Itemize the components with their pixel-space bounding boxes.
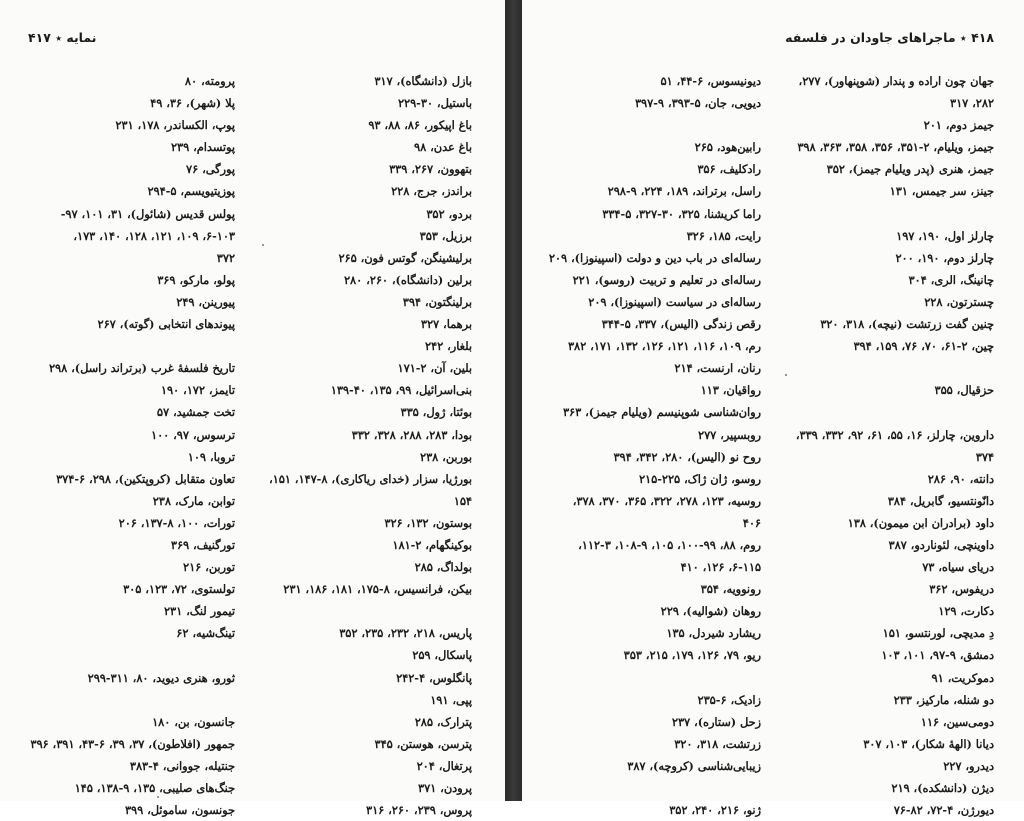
index-entry: برلینگتون، ۳۹۴ bbox=[402, 294, 472, 309]
index-entry: دیورژن، ۴-۷۲، ۸۲-۷۶ bbox=[893, 803, 994, 818]
index-entry: چارلز اول، ۱۹۰، ۱۹۷ bbox=[896, 228, 994, 243]
index-entry: ۳۷۴ bbox=[975, 449, 994, 464]
index-entry: رنان، ارنست، ۲۱۴ bbox=[674, 361, 761, 376]
index-entry: پیورینن، ۲۴۹ bbox=[176, 294, 235, 309]
index-spacer bbox=[754, 203, 994, 225]
index-entry: راسل، برتراند، ۱۸۹، ۲۲۴، ۹-۲۹۸ bbox=[607, 184, 761, 199]
index-entry: برلین (دانشگاه)، ۲۶۰، ۲۸۰ bbox=[343, 272, 472, 287]
index-entry: روح نو (الیس)، ۲۸۰، ۳۴۲، ۳۹۴ bbox=[613, 449, 761, 464]
index-entry: تیمور لنگ، ۲۳۱ bbox=[163, 604, 235, 619]
index-entry: راما کریشنا، ۳۲۵، ۳۰-۳۲۷، ۵-۳۳۴ bbox=[602, 206, 761, 221]
index-entry: رساله‌ای در تعلیم و تربیت (روسو)، ۲۲۱ bbox=[572, 272, 761, 287]
right-page bbox=[522, 0, 1024, 818]
index-entry: دیژن (دانشکده)، ۲۱۹ bbox=[891, 781, 994, 795]
scan-speck bbox=[785, 374, 787, 376]
index-entry: داود (برادران ابن میمون)، ۱۳۸ bbox=[847, 515, 994, 530]
index-entry: بورژیا، سزار (خدای ریاکاری)، ۸-۱۴۷، ۱۵۱، bbox=[269, 471, 472, 486]
index-entry: دموکریت، ۹۱ bbox=[931, 670, 994, 685]
index-entry: بوربن، ۲۳۸ bbox=[420, 449, 472, 464]
index-entry: روبسپیر، ۲۷۷ bbox=[698, 427, 761, 442]
scan-speck bbox=[262, 244, 264, 246]
index-entry: بولداگ، ۲۸۵ bbox=[414, 560, 472, 575]
index-entry: براندز، جرج، ۲۲۸ bbox=[391, 184, 472, 199]
index-entry: چارلز دوم، ۱۹۰، ۲۰۰ bbox=[895, 250, 994, 265]
index-entry: بیکن، فرانسیس، ۸-۱۷۵، ۱۸۱، ۱۸۶، ۲۳۱ bbox=[283, 582, 472, 597]
index-entry: رایت، ۱۸۵، ۳۲۶ bbox=[686, 228, 761, 243]
index-entry: جنتیله، جووانی، ۴-۳۸۳ bbox=[129, 758, 235, 773]
index-entry: جیمز، ویلیام، ۲-۳۵۱، ۳۵۶، ۳۵۸، ۳۶۳، ۳۹۸ bbox=[797, 140, 994, 155]
index-entry: جیمز، هنری (پدر ویلیام جیمز)، ۳۵۲ bbox=[826, 162, 994, 177]
index-entry: باغ عدن، ۹۸ bbox=[414, 140, 472, 155]
index-entry: باستیل، ۳۰-۲۲۹ bbox=[397, 96, 472, 111]
index-entry: ۱۵۴ bbox=[453, 493, 472, 508]
index-entry: دانته، ۹۰، ۲۸۶ bbox=[927, 471, 994, 486]
index-entry: بلغار، ۲۴۲ bbox=[424, 339, 472, 354]
index-spacer bbox=[754, 401, 994, 423]
index-entry: پاسکال، ۲۵۹ bbox=[412, 648, 472, 663]
index-entry: رم، ۱۰۹، ۱۱۶، ۱۲۱، ۱۲۶، ۱۳۲، ۱۷۱، ۳۸۲ bbox=[567, 339, 761, 354]
index-entry: ۴۰۶ bbox=[742, 515, 761, 530]
index-entry: توربن، ۲۱۶ bbox=[183, 560, 235, 575]
left-page-column-left bbox=[0, 70, 235, 821]
index-entry: دکارت، ۱۲۹ bbox=[938, 604, 994, 619]
index-entry: تینگ‌شیه، ۶۲ bbox=[176, 626, 235, 641]
index-entry: جونسون، ساموئل، ۳۹۹ bbox=[124, 803, 235, 818]
index-entry: تولستوی، ۷۲، ۱۲۳، ۳۰۵ bbox=[123, 582, 235, 597]
index-spacer bbox=[522, 777, 761, 799]
index-entry: برزیل، ۳۵۳ bbox=[419, 228, 472, 243]
index-entry: تروبا، ۱۰۹ bbox=[187, 449, 235, 464]
index-entry: پولس قدیس (شائول)، ۳۱، ۱۰۱، ۹۷- bbox=[60, 206, 235, 221]
index-entry: حزقیال، ۳۵۵ bbox=[934, 383, 994, 398]
index-spacer bbox=[0, 644, 235, 666]
index-entry: رقص زندگی (الیس)، ۳۳۷، ۵-۳۴۴ bbox=[601, 317, 761, 332]
index-entry: زادیک، ۶-۲۳۵ bbox=[697, 692, 761, 707]
index-entry: چسترتون، ۲۲۸ bbox=[924, 294, 994, 309]
index-entry: تخت جمشید، ۵۷ bbox=[156, 405, 235, 420]
index-entry: زیبایی‌شناسی (کروچه)، ۳۸۷ bbox=[627, 758, 761, 773]
index-spacer bbox=[522, 114, 761, 136]
index-entry: بوکینگهام، ۲-۱۸۱ bbox=[392, 537, 472, 552]
index-entry: داروین، چارلز، ۱۶، ۵۵، ۶۱، ۹۲، ۳۳۲، ۳۳۹، bbox=[795, 427, 994, 442]
index-entry: ۲۸۲، ۳۱۷ bbox=[950, 96, 994, 111]
index-entry: دومی‌سین، ۱۱۶ bbox=[920, 714, 994, 729]
index-entry: دیدرو، ۲۲۷ bbox=[943, 758, 994, 773]
index-spacer bbox=[522, 667, 761, 689]
index-entry: رونوویه، ۳۵۴ bbox=[700, 582, 761, 597]
right-page-header: ۴۱۸ ٭ ماجراهای جاودان در فلسفه bbox=[785, 30, 994, 45]
left-page-column-right bbox=[242, 70, 472, 821]
index-entry: رواقیان، ۱۱۳ bbox=[700, 383, 761, 398]
index-entry: پولو، مارکو، ۳۶۹ bbox=[157, 272, 235, 287]
index-entry: بوئتا، ژول، ۳۳۵ bbox=[400, 405, 472, 420]
index-entry: ریشارد شیردل، ۱۳۵ bbox=[666, 626, 761, 641]
index-entry: پوپ، الکساندر، ۱۷۸، ۲۳۱ bbox=[115, 118, 235, 133]
index-entry: پورگی، ۷۶ bbox=[186, 162, 235, 177]
index-entry: دیویی، جان، ۵-۳۹۳، ۹-۳۹۷ bbox=[634, 96, 761, 111]
index-entry: بودا، ۲۸۳، ۲۸۸، ۳۲۸، ۳۳۲ bbox=[351, 427, 472, 442]
index-spacer bbox=[754, 357, 994, 379]
right-page-column-left bbox=[522, 70, 761, 821]
index-entry: ثورو، هنری دیوید، ۸۰، ۳۱۱-۲۹۹ bbox=[87, 670, 235, 685]
index-entry: بلین، آن، ۲-۱۷۱ bbox=[397, 361, 472, 376]
index-spacer bbox=[242, 600, 472, 622]
index-entry: تایمز، ۱۷۲، ۱۹۰ bbox=[160, 383, 235, 398]
index-entry: دیونیسوس، ۶-۴۴، ۵۱ bbox=[660, 74, 761, 88]
index-entry: دریای سیاه، ۷۳ bbox=[922, 560, 994, 575]
index-entry: دو شنله، مارکیز، ۲۳۳ bbox=[893, 692, 994, 707]
index-entry: بردو، ۳۵۲ bbox=[426, 206, 472, 221]
index-entry: تعاون متقابل (کروپتکین)، ۲۹۸، ۶-۳۷۴ bbox=[56, 471, 235, 486]
index-entry: ۶-۱۰۳، ۱۰۹، ۱۲۱، ۱۲۸، ۱۴۰، ۱۷۳، bbox=[73, 228, 235, 243]
index-entry: ژنو، ۲۱۶، ۲۴۰، ۳۵۲ bbox=[669, 803, 761, 818]
index-entry: بتهوون، ۲۶۷، ۳۳۹ bbox=[389, 162, 472, 177]
index-entry: ۳۷۲ bbox=[216, 250, 235, 265]
index-entry: پوتسدام، ۲۳۹ bbox=[170, 140, 235, 155]
index-entry: بنی‌اسرائیل، ۹۹، ۱۳۵، ۴۰-۱۳۹ bbox=[330, 383, 472, 398]
index-entry: برهما، ۳۲۷ bbox=[420, 317, 472, 332]
index-entry: روم، ۸۸، ۹۹-۱۰۰، ۱۰۵، ۹-۱۰۸، ۳-۱۱۲، bbox=[578, 537, 761, 552]
index-entry: دریفوس، ۳۶۲ bbox=[929, 582, 994, 597]
index-entry: دانّونتسیو، گابریل، ۳۸۴ bbox=[887, 493, 994, 508]
index-entry: بازل (دانشگاه)، ۳۱۷ bbox=[374, 74, 472, 88]
index-entry: بوستون، ۱۳۲، ۳۲۶ bbox=[384, 515, 472, 530]
index-entry: رساله‌ای در سیاست (اسپینوزا)، ۲۰۹ bbox=[588, 294, 761, 309]
index-entry: پرتغال، ۲۰۴ bbox=[416, 758, 472, 773]
index-entry: چنین گفت زرتشت (نیچه)، ۳۱۸، ۳۲۰ bbox=[820, 317, 994, 332]
index-entry: پاریس، ۲۱۸، ۲۳۲، ۲۳۵، ۳۵۲ bbox=[339, 626, 472, 641]
index-entry: پترسن، هوستن، ۳۴۵ bbox=[374, 736, 472, 751]
index-spacer bbox=[0, 335, 235, 357]
index-entry: جینز، سر جیمس، ۱۳۱ bbox=[889, 184, 994, 199]
index-entry: دیانا (الههٔ شکار)، ۱۰۳، ۳۰۷ bbox=[863, 736, 994, 751]
index-entry: زرتشت، ۳۱۸، ۳۲۰ bbox=[674, 736, 761, 751]
scan-speck bbox=[157, 796, 159, 798]
index-entry: ریو، ۷۹، ۱۲۶، ۱۷۹، ۲۱۵، ۳۵۳ bbox=[623, 648, 761, 663]
index-entry: رساله‌ای در باب دین و دولت (اسپینوزا)، ۲۰۹ bbox=[548, 250, 761, 265]
index-entry: پروس، ۲۳۹، ۲۶۰، ۳۱۶ bbox=[366, 803, 472, 818]
left-page bbox=[0, 0, 505, 818]
index-spacer bbox=[0, 689, 235, 711]
index-entry: جهان چون اراده و پندار (شوپنهاور)، ۲۷۷، bbox=[798, 74, 994, 88]
index-entry: دِ مدیچی، لورنتسو، ۱۵۱ bbox=[882, 626, 994, 641]
index-entry: باغ اپیکور، ۸۶، ۸۸، ۹۳ bbox=[368, 118, 472, 133]
index-entry: روسو، ژان ژاک، ۲۲۵-۲۱۵ bbox=[638, 471, 761, 486]
index-entry: جیمز دوم، ۲۰۱ bbox=[923, 118, 994, 133]
index-entry: ۶-۱۱۵، ۱۲۶، ۴۱۰ bbox=[680, 560, 761, 575]
index-entry: رابین‌هود، ۲۶۵ bbox=[694, 140, 761, 155]
index-entry: برلیشینگن، گوتس فون، ۲۶۵ bbox=[338, 250, 472, 265]
index-entry: داوینچی، لئوناردو، ۳۸۷ bbox=[888, 537, 994, 552]
index-entry: پلا (شهر)، ۳۶، ۴۹ bbox=[150, 96, 235, 111]
index-entry: تورات، ۱۰۰، ۸-۱۳۷، ۲۰۶ bbox=[118, 515, 235, 530]
index-entry: پانگلوس، ۴-۲۴۲ bbox=[396, 670, 472, 685]
index-entry: جنگ‌های صلیبی، ۱۳۵، ۹-۱۳۸، ۱۴۵ bbox=[74, 781, 235, 795]
index-entry: چانینگ، الری، ۳۰۴ bbox=[908, 272, 994, 287]
index-entry: زحل (ستاره)، ۲۳۷ bbox=[671, 714, 761, 729]
index-entry: رادکلیف، ۳۵۶ bbox=[697, 162, 761, 177]
index-entry: چین، ۲-۶۱، ۷۰، ۷۶، ۱۵۹، ۳۹۴ bbox=[853, 339, 994, 354]
index-entry: روان‌شناسی شوپنیسم (ویلیام جیمز)، ۳۶۳ bbox=[562, 405, 761, 420]
index-entry: تورگنیف، ۳۶۹ bbox=[170, 537, 235, 552]
index-entry: ترسوس، ۹۷، ۱۰۰ bbox=[151, 427, 235, 442]
index-entry: پیوندهای انتخابی (گوته)، ۲۶۷ bbox=[97, 317, 235, 332]
right-page-column-right bbox=[754, 70, 994, 821]
index-entry: روهان (شوالیه)، ۲۲۹ bbox=[660, 604, 761, 619]
book-gutter bbox=[505, 0, 522, 801]
index-entry: پوزیتیویسم، ۵-۲۹۴ bbox=[147, 184, 235, 199]
index-entry: روسیه، ۱۲۳، ۲۷۸، ۳۲۲، ۳۶۵، ۳۷۰، ۳۷۸، bbox=[572, 493, 761, 508]
index-entry: پرودن، ۳۷۱ bbox=[418, 781, 472, 795]
index-entry: دمشق، ۹-۹۷، ۱۰۱، ۱۰۳ bbox=[881, 648, 994, 663]
index-entry: جمهور (افلاطون)، ۳۷، ۳۹، ۶-۴۳، ۳۹۱، ۳۹۶ bbox=[30, 736, 235, 751]
index-entry: پترارک، ۲۸۵ bbox=[414, 714, 472, 729]
index-entry: پپی، ۱۹۱ bbox=[430, 692, 472, 707]
index-entry: تاریخ فلسفهٔ غرب (برتراند راسل)، ۲۹۸ bbox=[48, 361, 235, 376]
left-page-header: نمایه ٭ ۴۱۷ bbox=[28, 30, 97, 45]
index-entry: توابن، مارک، ۲۳۸ bbox=[152, 493, 235, 508]
index-entry: جانسون، بن، ۱۸۰ bbox=[152, 714, 235, 729]
index-entry: پرومته، ۸۰ bbox=[184, 74, 235, 88]
